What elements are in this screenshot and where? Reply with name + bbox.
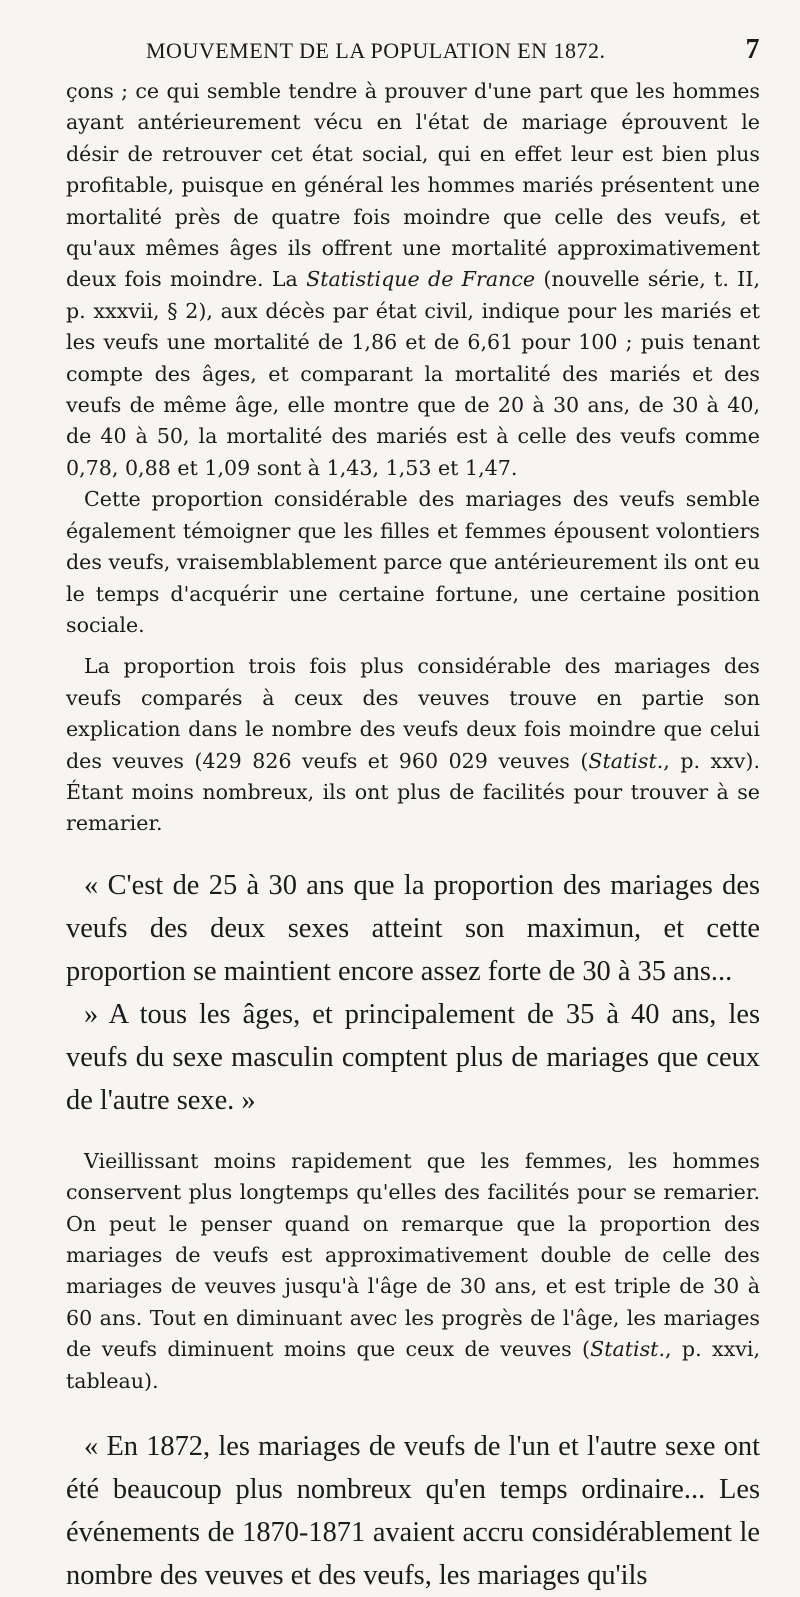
running-title: MOUVEMENT DE LA POPULATION EN 1872. xyxy=(146,38,606,63)
quotation-second: » A tous les âges, et principalement de 35 à 40 ans, les veufs du sexe masculin comptent plus de mariages que ceux de l'autre sexe. » xyxy=(66,998,760,1116)
page-number: 7 xyxy=(745,34,760,65)
paragraph-aging: Vieillissant moins rapidement que les femmes, les hommes conservent plus longtemps qu'elles des facilités pour se remarier. On peut le penser quand on remarque que la proportion des mariages de veufs est approximativement double de celle des mariages de veuves jusqu'à l'âge de 30 ans, et est triple de 30 à 60 ans. Tout en diminuant avec les progrès de l'âge, les mariages de veufs diminuent moins que ceux de veuves (Statist., p. xxvi, tableau). xyxy=(66,1148,760,1393)
paragraph-widowers-marriages: Cette proportion considérable des mariages des veufs semble également témoigner que les filles et femmes épousent volontiers des veufs, vraisemblablement parce que antérieurement ils ont eu le temps d'acquérir une certaine fortune, une certaine position sociale. xyxy=(66,487,760,637)
citation-statist: Statist. xyxy=(588,748,664,773)
quotation-third: « En 1872, les mariages de veufs de l'un et l'autre sexe ont été beaucoup plus nombreux qu'en temps ordinaire... Les événements de 1870-1871 avaient accru considérablement le nombre des veuves et des veufs, les mariages qu'ils xyxy=(66,1431,760,1591)
quotation-first: « C'est de 25 à 30 ans que la proportion des mariages des veufs des deux sexes atteint son maximun, et cette proportion se maintient encore assez forte de 30 à 35 ans... xyxy=(66,869,760,987)
running-header xyxy=(66,34,760,66)
citation-title: Statistique de France xyxy=(306,267,536,292)
paragraph-proportion: La proportion trois fois plus considérable des mariages des veufs comparés à ceux des veuves trouve en partie son explication dans le nombre des veufs deux fois moindre que celui des veuves (429 826 veufs et 960 029 veuves (Statist., p. xxv). Étant moins nombreux, ils ont plus de facilités pour trouver à se remarier. xyxy=(66,654,761,836)
paragraph-mortality: çons ; ce qui semble tendre à prouver d'une part que les hommes ayant antérieurement vécu en l'état de mariage éprouvent le désir de retrouver cet état social, qui en effet leur est bien plus profitable, puisque en général les hommes mariés présentent une mortalité près de quatre fois moindre que celle des veufs, et qu'aux mêmes âges ils offrent une mortalité approximativement deux fois moindre. La Statistique de France (nouvelle série, t. II, p. xxxvii, § 2), aux décès par état civil, indique pour les mariés et les veufs une mortalité de 1,86 et de 6,61 pour 100 ; puis tenant compte des âges, et comparant la mortalité des mariés et des veufs de même âge, elle montre que de 20 à 30 ans, de 30 à 40, de 40 à 50, la mortalité des mariés est à celle des veufs comme 0,78, 0,88 et 1,09 sont à 1,43, 1,53 et 1,47. xyxy=(66,79,760,480)
citation-statist: Statist. xyxy=(590,1337,666,1362)
